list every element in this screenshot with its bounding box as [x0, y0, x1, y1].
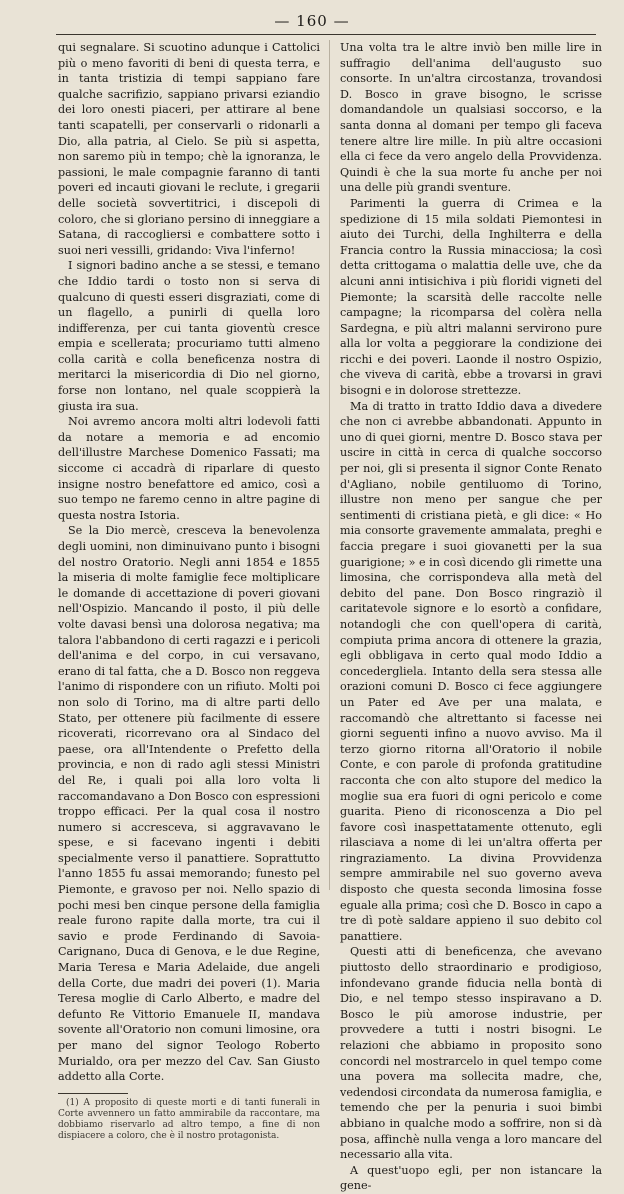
paragraph: Questi atti di beneficenza, che avevano piuttosto dello straordinario e prodigioso, infondevano grande fiducia nella bontà di Dio, e nel tempo stesso inspiravano a D. Bosco le più amorose industrie, per provvedere a tutti i nostri bisogni. Le relazioni che abbiamo in proposito sono concordi nel mostrarcelo in quel tempo come una povera ma sollecita madre, che, vedendosi circondata da numerosa famiglia, e temendo che per la penuria i suoi bimbi abbiano in qualche modo a soffrire, non si dà posa, affinchè nulla venga a loro mancare del necessario alla vita. — [340, 945, 602, 1162]
left-column — [58, 40, 320, 1142]
paragraph: I signori badino anche a se stessi, e temano che Iddio tardi o tosto non si serva di qualcuno di questi esseri disgraziati, come di un flagello, a punirli di quella loro indifferenza, per cui tanta gioventù cresce empia e scellerata; procuriamo tutti almeno colla carità e colla beneficenza nostra di meritarci la misericordia di Dio nel giorno, forse non lontano, nel quale scoppierà la giusta ira sua. — [58, 259, 320, 413]
header-rule — [56, 34, 596, 35]
column-separator — [329, 40, 330, 890]
paragraph: qui segnalare. Si scuotino adunque i Cattolici più o meno favoriti di beni di questa terra, e in tanta tristizia di tempi sappiano fare qualche sacrifizio, sappiano privarsi eziandio dei loro onesti piaceri, per attirare al bene tanti scapatelli, per conservarli o ridonarli a Dio, alla patria, al Cielo. Se più si aspetta, non saremo più in tempo; chè la ignoranza, le passioni, le male compagnie faranno di tanti poveri ed incauti giovani le reclute, i gregarii delle società sovvertitrici, i discepoli di coloro, che si gloriano persino di inneggiare a Satana, di raccogliersi e combattere sotto i suoi neri vessilli, gridando: Viva l'inferno! — [58, 41, 320, 257]
paragraph: Ma di tratto in tratto Iddio dava a divedere che non ci avrebbe abbandonati. Appunto in uno di quei giorni, mentre D. Bosco stava per uscire in città in cerca di qualche soccorso per noi, gli si presenta il signor Conte Renato d'Agliano, nobile gentiluomo di Torino, illustre non meno per sangue che per sentimenti di cristiana pietà, e gli dice: « Ho mia consorte gravemente ammalata, preghi e faccia pregare i suoi giovanetti per la sua guarigione; » e in così dicendo gli rimette una limosina, che corrispondeva alla metà del debito del pane. Don Bosco ringraziò il caritatevole signore e lo esortò a confidare, notandogli che con quell'opera di carità, compiuta prima ancora di ottenere la grazia, egli obbligava in certo qual modo Iddio a concedergliela. Intanto della sera stessa alle orazioni comuni D. Bosco ci fece aggiungere un Pater ed Ave per una malata, e raccomandò che altrettanto si facesse nei giorni seguenti infino a nuovo avviso. Ma il terzo giorno ritorna all'Oratorio il nobile Conte, e con parole di profonda gratitudine racconta che con alto stupore del medico la moglie sua era fuori di ogni pericolo e come guarita. Pieno di riconoscenza a Dio pel favore così inaspettatamente ottenuto, egli rilasciava a nome di lei un'altra offerta per ringraziamento. La divina Provvidenza sempre ammirabile nel suo governo aveva disposto che questa seconda limosina fosse eguale alla prima; così che D. Bosco in capo a tre dì potè saldare appieno il suo debito col panattiere. — [340, 399, 602, 943]
paragraph: Parimenti la guerra di Crimea e la spedizione di 15 mila soldati Piemontesi in aiuto dei Turchi, della Inghilterra e della Francia contro la Russia minacciosa; la così detta crittogama o malattia delle uve, che da alcuni anni intisichiva i più floridi vigneti del Piemonte; la scarsità delle raccolte nelle campagne; la ricomparsa del colèra nella Sardegna, e più altri malanni servirono pure alla lor volta a peggiorare la condizione dei ricchi e dei poveri. Laonde il nostro Ospizio, che viveva di carità, ebbe a trovarsi in gravi bisogni e in dolorose strettezze. — [340, 196, 602, 398]
paragraph: Se la Dio mercè, cresceva la benevolenza degli uomini, non diminuivano punto i bisogni del nostro Oratorio. Negli anni 1854 e 1855 la miseria di molte famiglie fece moltiplicare le domande di accettazione di poveri giovani nell'Ospizio. Mancando il posto, il più delle volte davasi bensì una dolorosa negativa; ma talora l'abbandono di certi ragazzi e i pericoli dell'anima e del corpo, in cui versavano, erano di tal fatta, che a D. Bosco non reggeva l'animo di rispondere con un rifiuto. Molti poi non solo di Torino, ma di altre parti dello Stato, per ottenere più facilmente di essere ricoverati, ricorrevano ora al Sindaco del paese, ora all'Intendente o Prefetto della provincia, e non di rado agli stessi Ministri del Re, i quali poi alla loro volta li raccomandavano a Don Bosco con espressioni troppo efficaci. Per la qual cosa il nostro numero si accresceva, si aggravavano le spese, e si facevano ingenti i debiti specialmente verso il panattiere. Soprattutto l'anno 1855 fu assai memorando; funesto pel Piemonte, e gravoso per noi. Nello spazio di pochi mesi ben cinque persone della famiglia reale furono rapite dalla morte, tra cui il savio e prode Ferdinando di Savoia-Carignano, Duca di Genova, e le due Regine, Maria Teresa e Maria Adelaide, due angeli della Corte, due madri dei poveri (1). Maria Teresa moglie di Carlo Alberto, e madre del defunto Re Vittorio Emanuele II, mandava sovente all'Oratorio non comuni limosine, ora per mano del signor Teologo Roberto Murialdo, ora per mezzo del Cav. San Giusto addetto alla Corte. — [58, 524, 320, 1084]
paragraph: A quest'uopo egli, per non istancare la gene- — [340, 1163, 602, 1193]
footnote — [58, 1098, 320, 1142]
page-number: — 160 — — [274, 12, 350, 30]
footnote-rule — [58, 1093, 128, 1094]
right-column — [340, 40, 602, 1194]
footnote-text: (1) A proposito di queste morti e di tanti funerali in Corte avvennero un fatto ammirabile da raccontare, ma dobbiamo riservarlo ad altro tempo, a fine di non dispiacere a coloro, che è il nostro protagonista. — [58, 1097, 320, 1141]
paragraph: Noi avremo ancora molti altri lodevoli fatti da notare a memoria e ad encomio dell'illustre Marchese Domenico Fassati; ma siccome ci accadrà di riparlare di questo insigne nostro benefattore ed amico, così a suo tempo ne faremo cenno in altre pagine di questa nostra Istoria. — [58, 415, 320, 522]
paragraph: Una volta tra le altre inviò ben mille lire in suffragio dell'anima dell'augusto suo consorte. In un'altra circostanza, trovandosi D. Bosco in grave bisogno, le scrisse domandandole un qualsiasi soccorso, e la santa donna al domani per tempo gli faceva tenere altre lire mille. In più altre occasioni ella ci fece da vero angelo della Provvidenza. Quindi è che la sua morte fu anche per noi una delle più grandi sventure. — [340, 41, 602, 195]
